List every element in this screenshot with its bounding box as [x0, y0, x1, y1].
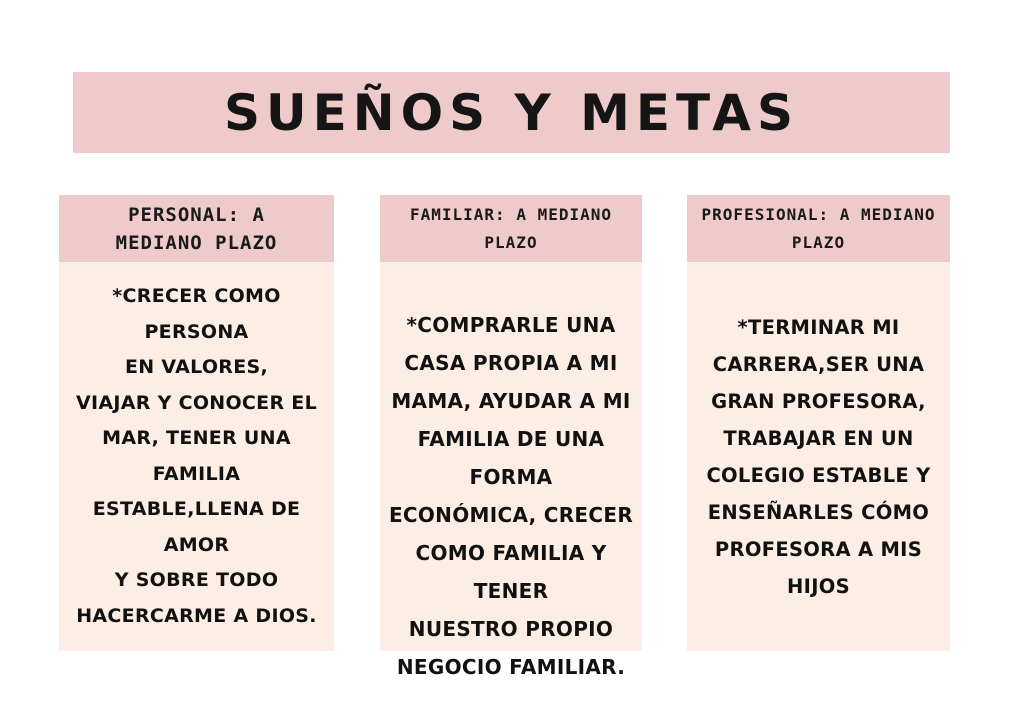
card-familiar — [380, 195, 642, 679]
card-header-text: PROFESIONAL: A MEDIANO PLAZO — [701, 204, 936, 252]
card-header-personal — [59, 195, 334, 262]
card-header-familiar — [380, 195, 642, 262]
card-body-personal — [59, 262, 334, 651]
title-banner — [73, 72, 950, 153]
card-body-text: *COMPRARLE UNA CASA PROPIA A MI MAMA, AYUDAR A MI FAMILIA DE UNA FORMA ECONÓMICA, CRECER COMO FAMILIA Y TENER NUESTRO PROPIO NEGOCIO FAMILIAR. — [388, 313, 634, 679]
card-body-text: *TERMINAR MI CARRERA,SER UNA GRAN PROFESORA, TRABAJAR EN UN COLEGIO ESTABLE Y ENSEÑARLES CÓMO PROFESORA A MIS HIJOS — [706, 315, 931, 598]
page-title: SUEÑOS Y METAS — [224, 83, 799, 142]
card-body-familiar — [380, 262, 642, 679]
card-header-text: PERSONAL: A MEDIANO PLAZO — [115, 203, 278, 254]
card-personal — [59, 195, 334, 651]
card-header-text: FAMILIAR: A MEDIANO PLAZO — [409, 204, 613, 252]
card-profesional — [687, 195, 950, 651]
card-header-profesional — [687, 195, 950, 262]
card-body-text: *CRECER COMO PERSONA EN VALORES, VIAJAR Y CONOCER EL MAR, TENER UNA FAMILIA ESTABLE,LLENA DE AMOR Y SOBRE TODO HACERCARME A DIOS. — [76, 285, 317, 627]
card-body-profesional — [687, 262, 950, 651]
